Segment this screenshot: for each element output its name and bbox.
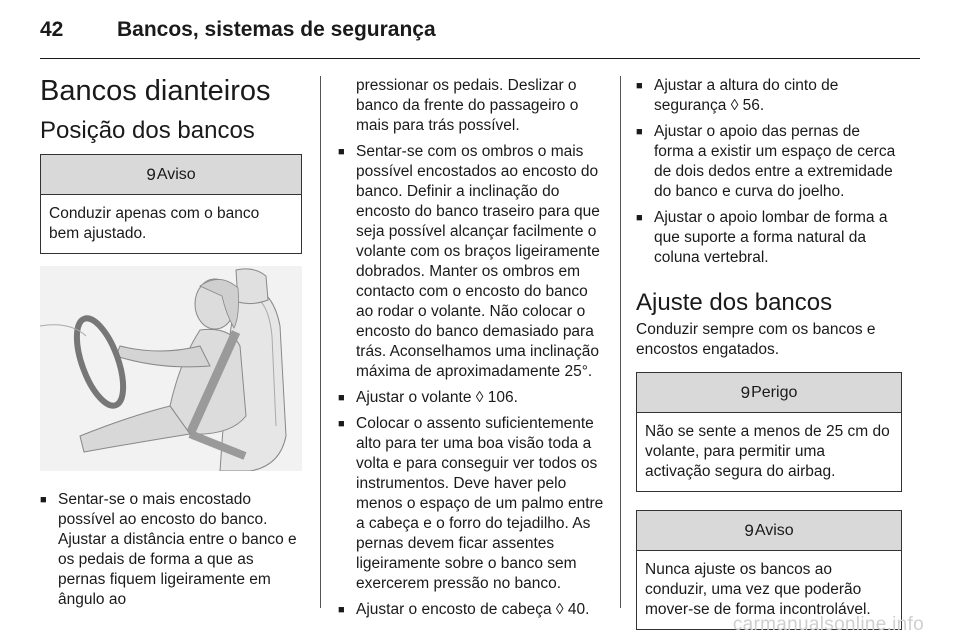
header-rule [40,58,920,59]
warning-icon: 9 [740,382,751,402]
list-item: ■ Colocar o assento suficientemente alto para ter uma boa visão toda a volta e para conseguir ver todos os instrumentos. Deve haver pelo menos o espaço de um palmo entre a cabeça e o forro do tejadilho. As pernas devem ficar assentes ligeiramente sobre o banco sem exercerem pressão no banco. [338,414,604,594]
perigo-label: Perigo [751,383,798,401]
section-title: Bancos dianteiros [40,75,271,107]
list-item: ■ Ajustar o apoio das pernas de forma a existir um espaço de cerca de dois dedos entre a extremidade do banco e curva do joelho. [636,122,902,202]
list-item: ■ Ajustar o encosto de cabeça ◊ 40. [338,600,604,620]
column-divider-1 [320,76,321,608]
subsection-title: Posição dos bancos [40,117,255,144]
column-1 [40,76,302,616]
subsection-title-ajuste: Ajuste dos bancos [636,289,833,316]
warning-icon: 9 [146,164,156,184]
aviso-label: Aviso [754,521,794,539]
aviso-text: Nunca ajuste os bancos ao conduzir, uma vez que poderão mover-se de forma incontrolável. [645,561,871,618]
list-item: ■ Sentar-se com os ombros o mais possível encostados ao encosto do banco. Definir a inclinação do encosto do banco traseiro para que seja possível alcançar facilmente o volante com os braços ligeiramente dobrados. Manter os ombros em contacto com o encosto do banco ao rodar o volante. Não colocar o encosto do banco demasiado para trás. Aconselhamos uma inclinação máxima de aproximadamente 25°. [338,142,604,382]
seat-position-illustration [40,266,302,471]
bullet-list-3 [636,76,902,268]
aviso-text: Conduzir apenas com o banco bem ajustado. [49,205,260,242]
bullet-list-1 [40,490,302,610]
aviso-label: Aviso [156,165,196,183]
aviso-box-header [41,155,301,195]
perigo-box-header [637,373,901,413]
bullet-list-2 [338,76,604,620]
list-item: ■ Ajustar o volante ◊ 106. [338,388,604,408]
list-item-continuation: pressionar os pedais. Deslizar o banco da frente do passageiro o mais para trás possível. [356,77,579,134]
column-2 [338,76,604,626]
page-number: 42 [40,18,64,41]
aviso-box-header [637,511,901,551]
ajuste-text: Conduzir sempre com os bancos e encostos engatados. [636,321,876,358]
watermark: carmanualsonline.info [732,614,924,635]
aviso-box-1 [40,154,302,254]
perigo-text: Não se sente a menos de 25 cm do volante, para permitir uma activação segura do airbag. [645,423,890,480]
column-3 [636,76,902,630]
page-header [40,18,920,48]
perigo-box [636,372,902,492]
aviso-box-2 [636,510,902,630]
list-item: ■ Sentar-se o mais encostado possível ao encosto do banco. Ajustar a distância entre o banco e os pedais de forma a que as pernas fiquem ligeiramente em ângulo ao [40,490,302,610]
warning-icon: 9 [744,520,754,540]
chapter-title: Bancos, sistemas de segurança [117,18,436,41]
list-item: ■ Ajustar o apoio lombar de forma a que suporte a forma natural da coluna vertebral. [636,208,902,268]
column-divider-2 [620,76,621,608]
list-item: ■ Ajustar a altura do cinto de segurança ◊ 56. [636,76,902,116]
